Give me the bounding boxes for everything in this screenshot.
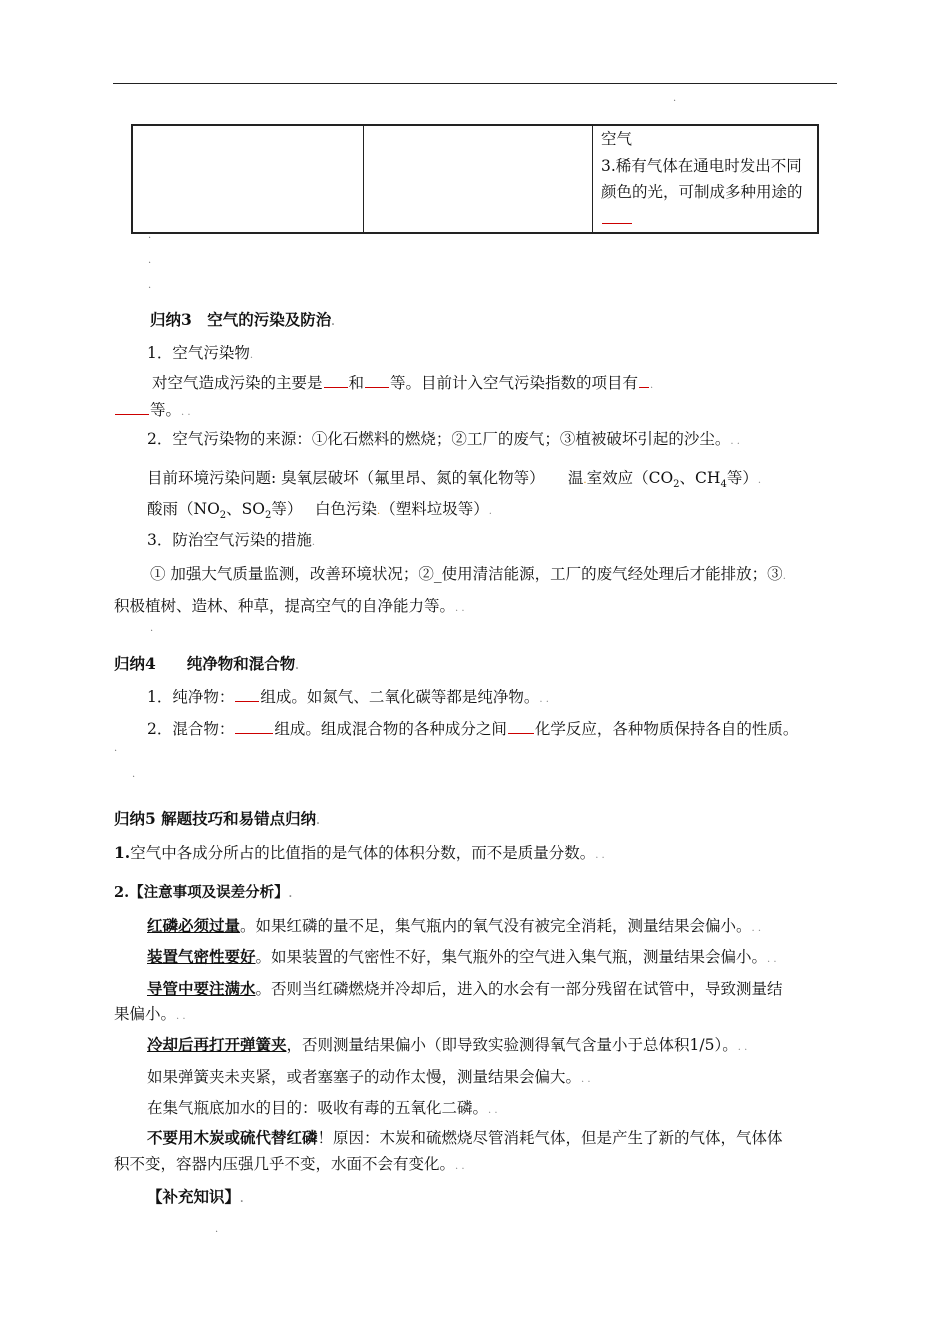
s3-acid-rain: 酸雨（$NO_2$、$SO_2$等） 白色污染.（塑料垃圾等）.: [147, 500, 492, 522]
s5-rule-excess-phosphorus: 红磷必须过量。如果红磷的量不足，集气瓶内的氧气没有被完全消耗，测量结果会偏小。. .: [147, 916, 762, 935]
paragraph-mark: .: [673, 93, 677, 104]
cell-text-air: 空气: [601, 130, 633, 148]
section-3-title: 归纳3 空气的污染及防治.: [150, 310, 335, 329]
paragraph-mark: .: [132, 769, 136, 780]
noble-gas-text: 3.稀有气体在通电时发出不同颜色的光，可制成多种用途的: [601, 156, 803, 201]
s3-item-1: 1．空气污染物.: [147, 344, 254, 362]
answer-blank[interactable]: [235, 686, 259, 702]
gas-properties-table: [131, 124, 819, 234]
s5-supplement-heading: 【补充知识】.: [147, 1187, 244, 1206]
s5-rule-airtight: 装置气密性要好。如果装置的气密性不好，集气瓶外的空气进入集气瓶，测量结果会偏小。. .: [147, 947, 777, 966]
paragraph-mark: .: [114, 743, 118, 754]
table-cell-1: [132, 125, 364, 233]
s5-rule-clamp: 如果弹簧夹未夹紧，或者塞塞子的动作太慢，测量结果会偏大。. .: [147, 1068, 591, 1086]
paragraph-mark: .: [150, 623, 154, 634]
s3-pollutants-line: 对空气造成污染的主要是 和 等。目前计入空气污染指数的项目有 .: [152, 374, 654, 392]
section-5-title: 归纳5 解题技巧和易错点归纳.: [114, 809, 320, 828]
s4-pure-substance: 1．纯净物： 组成。如氮气、二氧化碳等都是纯净物。. .: [147, 688, 549, 706]
cell-text-noble-gas: [601, 153, 809, 233]
s5-rule-cool-first: 冷却后再打开弹簧夹，否则测量结果偏小（即导致实验测得氧气含量小于总体积1/5）。. .: [147, 1035, 748, 1054]
s5-point-1: 1.空气中各成分所占的比值指的是气体的体积分数，而不是质量分数。. .: [114, 843, 605, 862]
answer-blank[interactable]: [365, 372, 389, 388]
table-cell-3: [593, 125, 819, 233]
s3-pollutants-line-2: 等。. .: [114, 399, 191, 424]
s5-point-2-heading: 2.【注意事项及误差分析】.: [114, 884, 293, 901]
s3-item-3: 3．防治空气污染的措施.: [147, 531, 316, 549]
paragraph-mark: .: [148, 280, 152, 291]
s4-mixture: 2．混合物： 组成。组成混合物的各种成分之间 化学反应，各种物质保持各自的性质。: [147, 720, 799, 738]
s5-rule-fill-tube-line-2: 果偏小。. .: [114, 1005, 186, 1023]
s5-rule-no-carbon-line-2: 积不变，容器内压强几乎不变，水面不会有变化。. .: [114, 1155, 465, 1173]
s3-measures-line-1: ① 加强大气质量监测，改善环境状况；②_使用清洁能源，工厂的废气经处理后才能排放；③.: [150, 565, 786, 583]
answer-blank[interactable]: [508, 718, 534, 734]
section-4-title: 归纳4 纯净物和混合物.: [114, 654, 299, 673]
answer-blank[interactable]: [602, 208, 632, 224]
s5-rule-fill-tube: 导管中要注满水。否则当红磷燃烧并冷却后，进入的水会有一部分残留在试管中，导致测量结: [147, 979, 783, 998]
header-rule: [113, 83, 837, 84]
s5-rule-no-carbon: 不要用木炭或硫代替红磷！原因：木炭和硫燃烧尽管消耗气体，但是产生了新的气体，气体体: [147, 1128, 783, 1147]
answer-blank[interactable]: [324, 372, 348, 388]
s3-item-2: 2．空气污染物的来源：①化石燃料的燃烧；②工厂的废气；③植被破坏引起的沙尘。. .: [147, 430, 740, 448]
answer-blank[interactable]: [639, 372, 649, 388]
s3-measures-line-2: 积极植树、造林、种草，提高空气的自净能力等。. .: [114, 597, 465, 615]
s3-env-problems: 目前环境污染问题: 臭氧层破坏（氟里昂、氮的氧化物等） 温.室效应（$CO_2$、$CH_4$等）.: [147, 469, 762, 491]
paragraph-mark: .: [215, 1224, 219, 1235]
answer-blank[interactable]: [115, 399, 149, 415]
table-row: [132, 125, 818, 233]
answer-blank[interactable]: [235, 718, 273, 734]
paragraph-mark: .: [148, 230, 152, 241]
table-cell-2: [364, 125, 593, 233]
paragraph-mark: .: [148, 255, 152, 266]
s5-rule-water: 在集气瓶底加水的目的：吸收有毒的五氧化二磷。. .: [147, 1099, 498, 1117]
